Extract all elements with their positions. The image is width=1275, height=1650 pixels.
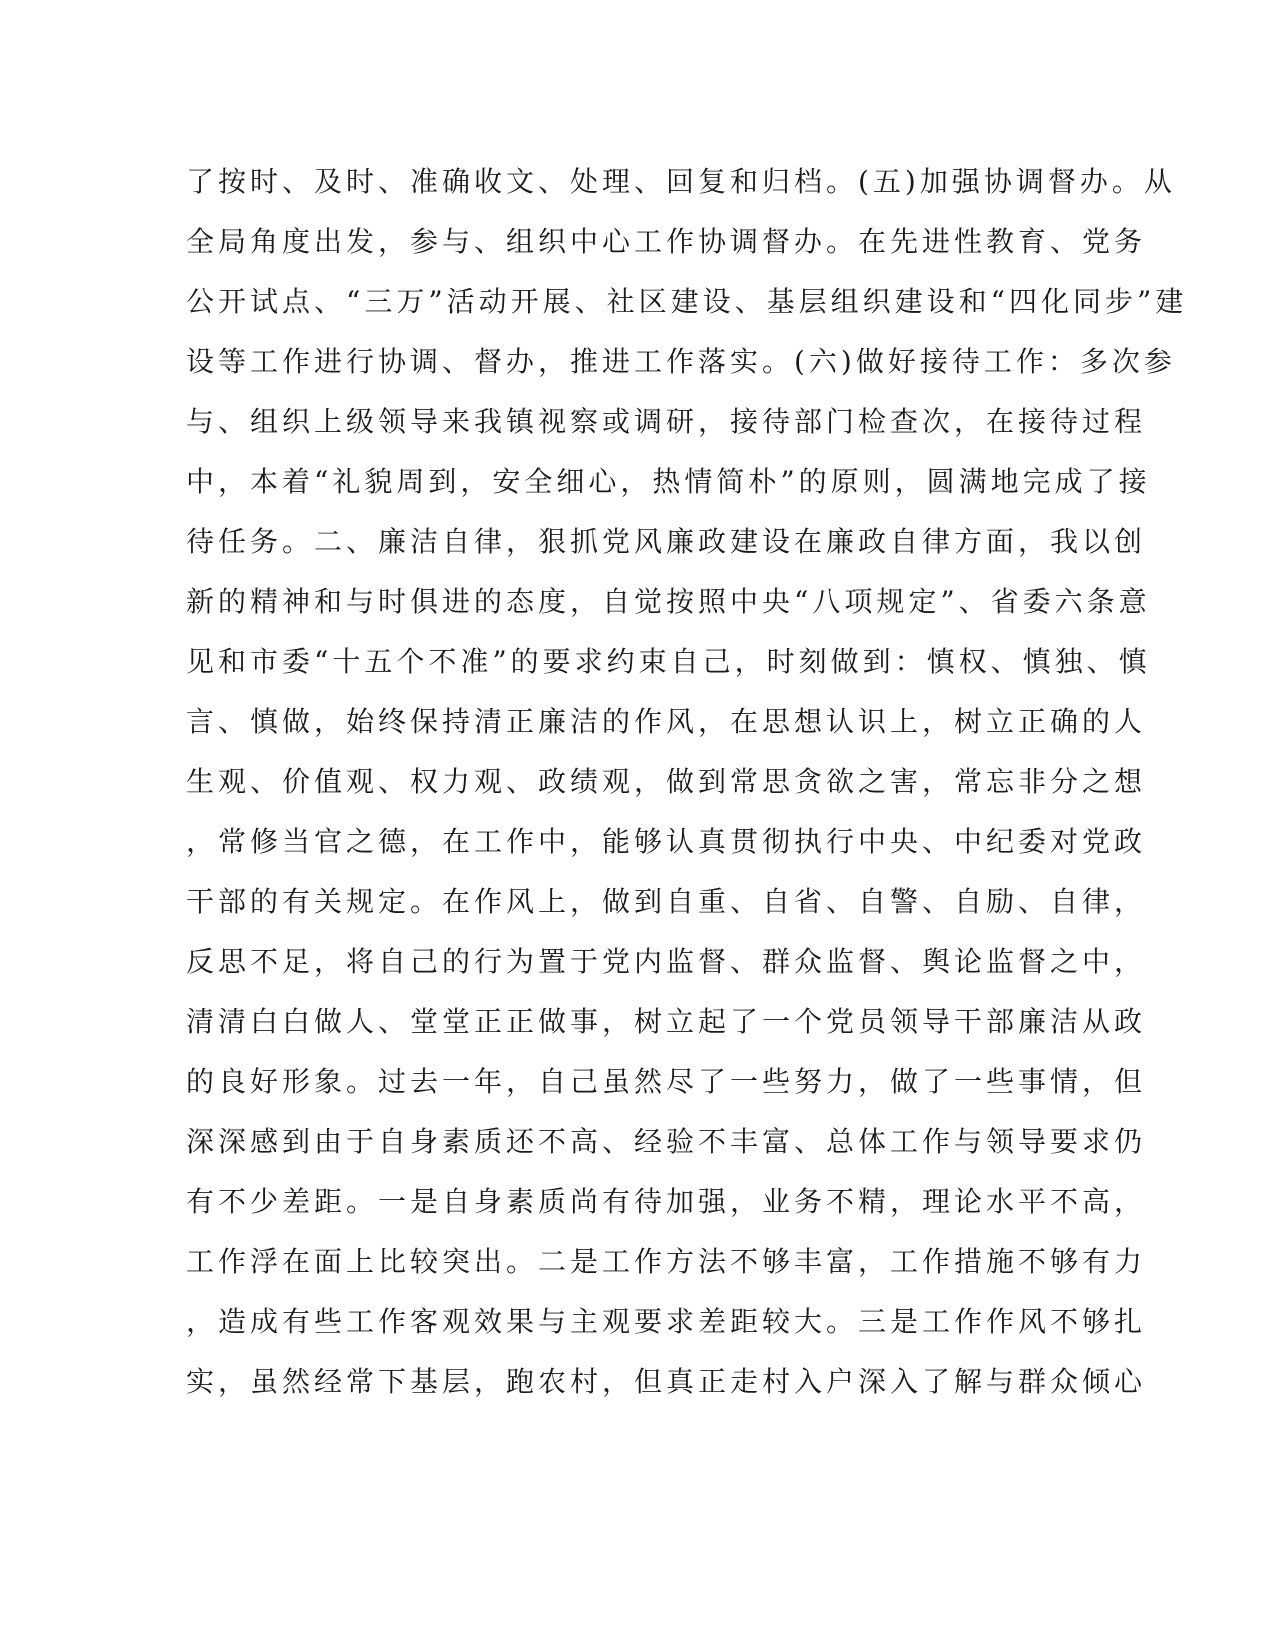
- text-line: 言、慎做，始终保持清正廉洁的作风，在思想认识上，树立正确的人: [186, 705, 1147, 738]
- text-line: 了按时、及时、准确收文、处理、回复和归档。(五)加强协调督办。从: [186, 165, 1176, 198]
- text-line: 反思不足，将自己的行为置于党内监督、群众监督、舆论监督之中，: [186, 945, 1147, 978]
- text-line: 生观、价值观、权力观、政绩观，做到常思贪欲之害，常忘非分之想: [186, 765, 1147, 798]
- text-line: 见和市委“十五个不准”的要求约束自己，时刻做到：慎权、慎独、慎: [186, 645, 1151, 678]
- text-line: 清清白白做人、堂堂正正做事，树立起了一个党员领导干部廉洁从政: [186, 1005, 1147, 1038]
- text-line: 干部的有关规定。在作风上，做到自重、自省、自警、自励、自律，: [186, 885, 1147, 918]
- text-line: ，造成有些工作客观效果与主观要求差距较大。三是工作作风不够扎: [186, 1305, 1147, 1338]
- text-line: 新的精神和与时俱进的态度，自觉按照中央“八项规定”、省委六条意: [186, 585, 1151, 618]
- text-line: 待任务。二、廉洁自律，狠抓党风廉政建设在廉政自律方面，我以创: [186, 525, 1147, 558]
- text-line: 公开试点、“三万”活动开展、社区建设、基层组织建设和“四化同步”建: [186, 285, 1188, 318]
- text-line: 中，本着“礼貌周到，安全细心，热情简朴”的原则，圆满地完成了接: [186, 465, 1151, 498]
- text-line: 的良好形象。过去一年，自己虽然尽了一些努力，做了一些事情，但: [186, 1065, 1147, 1098]
- text-line: ，常修当官之德，在工作中，能够认真贯彻执行中央、中纪委对党政: [186, 825, 1147, 858]
- text-line: 与、组织上级领导来我镇视察或调研，接待部门检查次，在接待过程: [186, 405, 1147, 438]
- text-line: 工作浮在面上比较突出。二是工作方法不够丰富，工作措施不够有力: [186, 1245, 1147, 1278]
- body-text: [186, 162, 1188, 1422]
- text-line: 深深感到由于自身素质还不高、经验不丰富、总体工作与领导要求仍: [186, 1125, 1147, 1158]
- text-line: 全局角度出发，参与、组织中心工作协调督办。在先进性教育、党务: [186, 225, 1147, 258]
- text-line: 有不少差距。一是自身素质尚有待加强，业务不精，理论水平不高，: [186, 1185, 1147, 1218]
- text-line: 实，虽然经常下基层，跑农村，但真正走村入户深入了解与群众倾心: [186, 1365, 1147, 1398]
- text-line: 设等工作进行协调、督办，推进工作落实。(六)做好接待工作：多次参: [186, 345, 1176, 378]
